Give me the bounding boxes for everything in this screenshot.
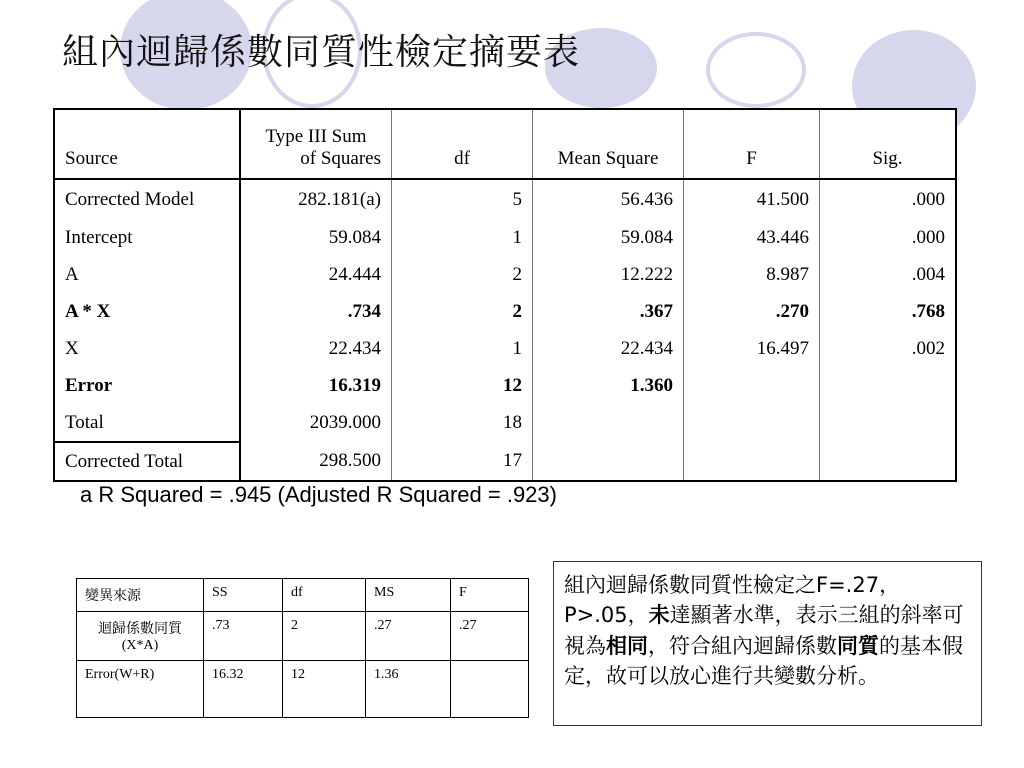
row-ms: 59.084 xyxy=(533,219,684,256)
row-f: 16.497 xyxy=(684,330,820,367)
row-df: 1 xyxy=(392,219,533,256)
summary-row-source-line1: 迴歸係數同質 xyxy=(98,622,182,637)
summary-header-df: df xyxy=(283,579,366,612)
row-df: 2 xyxy=(392,293,533,330)
header-f: F xyxy=(684,109,820,179)
row-df: 1 xyxy=(392,330,533,367)
row-f xyxy=(684,367,820,404)
summary-row-f xyxy=(451,661,529,718)
row-sig xyxy=(820,442,957,481)
row-df: 12 xyxy=(392,367,533,404)
row-df: 5 xyxy=(392,179,533,219)
row-df: 18 xyxy=(392,404,533,442)
row-f: 41.500 xyxy=(684,179,820,219)
summary-row xyxy=(77,661,529,718)
row-source: Corrected Model xyxy=(54,179,240,219)
row-source: Corrected Total xyxy=(54,442,240,481)
row-source: Total xyxy=(54,404,240,442)
row-ms: .367 xyxy=(533,293,684,330)
table-footnote: a R Squared = .945 (Adjusted R Squared = .923) xyxy=(80,482,557,507)
header-df: df xyxy=(392,109,533,179)
summary-row-source-line2: (X*A) xyxy=(121,638,159,653)
row-ss: 16.319 xyxy=(240,367,392,404)
table-row xyxy=(54,442,956,481)
note-emphasis-3: 同質 xyxy=(837,633,879,658)
header-sig: Sig. xyxy=(872,148,903,169)
summary-row-ms: 1.36 xyxy=(366,661,451,718)
row-f xyxy=(684,442,820,481)
summary-header-f: F xyxy=(451,579,529,612)
summary-row xyxy=(77,612,529,661)
summary-row-df: 2 xyxy=(283,612,366,661)
row-f: .270 xyxy=(684,293,820,330)
row-ss: .734 xyxy=(240,293,392,330)
note-text-3: ，符合組內迴歸係數 xyxy=(648,633,837,658)
row-sig: .004 xyxy=(911,263,945,285)
row-ms xyxy=(533,404,684,442)
row-ms: 56.436 xyxy=(533,179,684,219)
header-ss xyxy=(240,109,392,179)
row-sig: .002 xyxy=(911,337,945,359)
row-f xyxy=(684,404,820,442)
summary-row-ss: .73 xyxy=(204,612,283,661)
row-sig: .000 xyxy=(911,188,945,210)
row-df: 17 xyxy=(392,442,533,481)
row-source: Intercept xyxy=(54,219,240,256)
header-ss-line1: Type III Sum xyxy=(265,126,367,147)
note-emphasis-2: 相同 xyxy=(606,633,648,658)
row-ss: 2039.000 xyxy=(240,404,392,442)
header-source: Source xyxy=(54,109,240,179)
row-sig xyxy=(820,367,957,404)
row-ms: 12.222 xyxy=(533,256,684,293)
table-row xyxy=(54,404,956,442)
table-row xyxy=(54,179,956,219)
decorative-circle xyxy=(706,32,806,108)
summary-row-ms: .27 xyxy=(366,612,451,661)
table-row xyxy=(54,367,956,404)
row-ss: 22.434 xyxy=(240,330,392,367)
row-ss: 282.181(a) xyxy=(240,179,392,219)
row-f: 43.446 xyxy=(684,219,820,256)
row-sig xyxy=(820,404,957,442)
row-source: A xyxy=(54,256,240,293)
row-ss: 298.500 xyxy=(240,442,392,481)
summary-header-ms: MS xyxy=(366,579,451,612)
row-df: 2 xyxy=(392,256,533,293)
row-ss: 24.444 xyxy=(240,256,392,293)
summary-row-ss: 16.32 xyxy=(204,661,283,718)
table-row xyxy=(54,330,956,367)
page-title: 組內迴歸係數同質性檢定摘要表 xyxy=(62,32,581,73)
row-f: 8.987 xyxy=(684,256,820,293)
row-ss: 59.084 xyxy=(240,219,392,256)
row-sig: .768 xyxy=(911,300,945,322)
summary-header-ss: SS xyxy=(204,579,283,612)
table-row xyxy=(54,219,956,256)
summary-row-f: .27 xyxy=(451,612,529,661)
summary-header-source: 變異來源 xyxy=(77,579,204,612)
anova-header-row xyxy=(54,109,956,179)
summary-row-source xyxy=(77,612,204,661)
header-ss-line2: of Squares xyxy=(300,148,381,169)
table-row xyxy=(54,293,956,330)
anova-table xyxy=(53,108,957,482)
note-text-4: 的基本假定，故可以放心進行共變數分析。 xyxy=(564,633,963,689)
row-source: A * X xyxy=(54,293,240,330)
row-source: X xyxy=(54,330,240,367)
row-source: Error xyxy=(54,367,240,404)
summary-header-row xyxy=(77,579,529,612)
interpretation-note xyxy=(553,561,982,726)
table-row xyxy=(54,256,956,293)
row-ms: 22.434 xyxy=(533,330,684,367)
note-text-2: 達顯著水準，表示三組的斜率可視為 xyxy=(564,603,964,658)
summary-row-source: Error(W+R) xyxy=(77,661,204,718)
note-emphasis-1: 未 xyxy=(648,603,670,628)
row-sig: .000 xyxy=(911,226,945,248)
row-ms xyxy=(533,442,684,481)
summary-table xyxy=(76,578,529,718)
summary-row-df: 12 xyxy=(283,661,366,718)
header-ms: Mean Square xyxy=(533,109,684,179)
note-text-1: 組內迴歸係數同質性檢定之F=.27，P>.05， xyxy=(564,573,901,628)
row-ms: 1.360 xyxy=(533,367,684,404)
